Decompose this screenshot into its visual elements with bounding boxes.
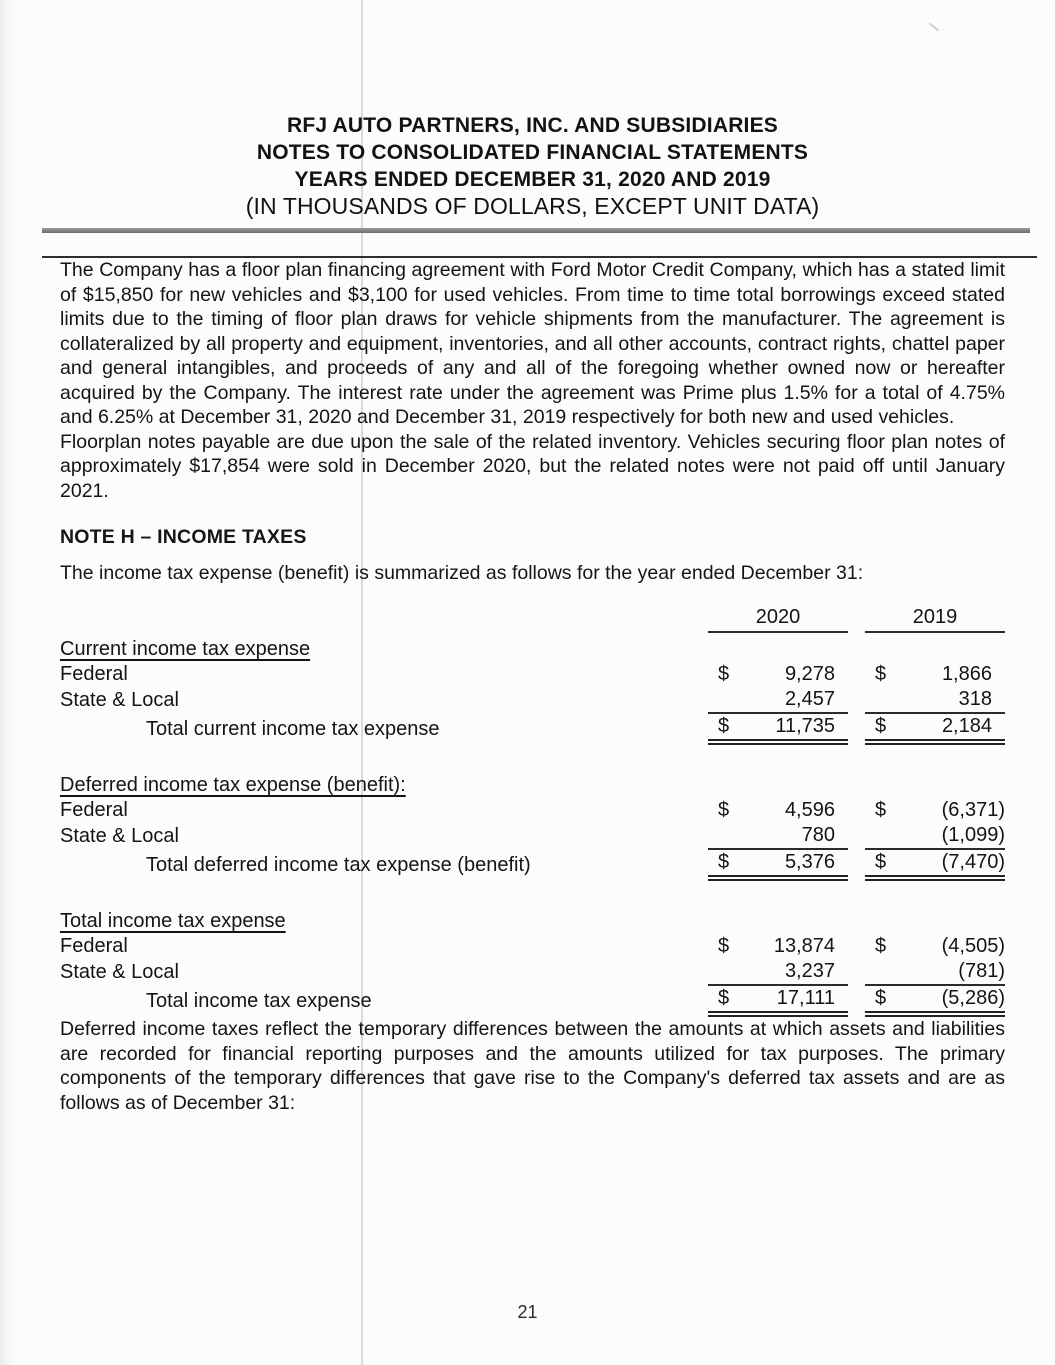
amount-cell-2020 <box>708 985 848 1014</box>
amount-value: 5,376 <box>784 851 835 873</box>
dollar-sign: $ <box>718 935 730 957</box>
dollar-sign: $ <box>718 987 730 1009</box>
amount-cell-2020 <box>708 959 848 985</box>
section-heading-total: Total income tax expense <box>60 910 286 932</box>
year-header-2019: 2019 <box>865 599 1005 632</box>
amount-value: 2,457 <box>784 688 835 710</box>
dollar-sign: $ <box>875 799 887 821</box>
amount-value: 11,735 <box>775 715 835 737</box>
page-number: 21 <box>517 1302 538 1322</box>
amount-cell-2020 <box>708 713 848 742</box>
table-row <box>60 823 1005 849</box>
amount-cell-2019 <box>865 823 1005 849</box>
amount-value: (1,099) <box>941 824 1005 846</box>
dollar-sign: $ <box>875 935 887 957</box>
row-label: Federal <box>60 799 128 821</box>
amount-cell-2019 <box>865 798 1005 823</box>
section-heading-deferred: Deferred income tax expense (benefit): <box>60 774 406 796</box>
amount-cell-2019 <box>865 662 1005 687</box>
dollar-sign: $ <box>875 715 887 737</box>
amount-cell-2020 <box>708 687 848 713</box>
section-heading-row <box>60 632 1005 662</box>
amount-value: (781) <box>958 960 1005 982</box>
dollar-sign: $ <box>875 851 887 873</box>
income-tax-table <box>60 599 1005 1017</box>
year-header-2020: 2020 <box>708 599 848 632</box>
dollar-sign: $ <box>718 715 730 737</box>
amount-cell-2020 <box>708 934 848 959</box>
row-label: Total current income tax expense <box>146 718 440 740</box>
section-heading-row <box>60 904 1005 934</box>
dollar-sign: $ <box>875 987 887 1009</box>
year-header-row <box>60 599 1005 632</box>
table-row <box>60 687 1005 713</box>
note-h-heading: NOTE H – INCOME TAXES <box>60 526 307 548</box>
amount-value: 2,184 <box>941 715 992 737</box>
amount-cell-2019 <box>865 713 1005 742</box>
amount-value: (6,371) <box>941 799 1005 821</box>
section-heading-current: Current income tax expense <box>60 638 311 660</box>
paragraph-floorplan-notes: Floorplan notes payable are due upon the sale of the related inventory. Vehicles securing floor plan notes of approximately $17,854 were sold in December 2020, but the related notes were not paid off until January 2021. <box>60 430 1005 502</box>
amount-cell-2020 <box>708 662 848 687</box>
amount-cell-2020 <box>708 798 848 823</box>
amount-value: (4,505) <box>941 935 1005 957</box>
row-label: State & Local <box>60 825 179 847</box>
amount-cell-2019 <box>865 959 1005 985</box>
amount-cell-2019 <box>865 849 1005 878</box>
table-total-row <box>60 849 1005 878</box>
dollar-sign: $ <box>718 799 730 821</box>
header-statement-title: NOTES TO CONSOLIDATED FINANCIAL STATEMENTS <box>256 141 809 164</box>
dollar-sign: $ <box>718 851 730 873</box>
table-row <box>60 798 1005 823</box>
header-units: (IN THOUSANDS OF DOLLARS, EXCEPT UNIT DATA) <box>245 193 820 219</box>
amount-value: 17,111 <box>776 987 835 1009</box>
amount-cell-2020 <box>708 823 848 849</box>
amount-cell-2020 <box>708 849 848 878</box>
header-period: YEARS ENDED DECEMBER 31, 2020 AND 2019 <box>294 168 771 191</box>
amount-cell-2019 <box>865 934 1005 959</box>
amount-value: 780 <box>801 824 835 846</box>
dollar-sign: $ <box>718 663 730 685</box>
document-header <box>60 112 1005 220</box>
amount-value: (7,470) <box>941 851 1005 873</box>
divider-thick <box>42 228 1030 233</box>
row-label: Total income tax expense <box>146 990 372 1012</box>
row-label: State & Local <box>60 689 179 711</box>
amount-value: 1,866 <box>941 663 992 685</box>
dollar-sign: $ <box>875 663 887 685</box>
amount-value: 9,278 <box>784 663 835 685</box>
amount-cell-2019 <box>865 687 1005 713</box>
amount-value: 13,874 <box>773 935 835 957</box>
spacer-row <box>60 742 1005 768</box>
spacer-row <box>60 878 1005 904</box>
row-label: Federal <box>60 935 128 957</box>
amount-value: (5,286) <box>941 987 1005 1009</box>
amount-value: 318 <box>958 688 992 710</box>
header-company-name: RFJ AUTO PARTNERS, INC. AND SUBSIDIARIES <box>286 114 779 137</box>
table-row <box>60 662 1005 687</box>
amount-value: 3,237 <box>784 960 835 982</box>
table-total-row <box>60 713 1005 742</box>
paragraph-deferred-taxes: Deferred income taxes reflect the temporary differences between the amounts at which assets and liabilities are recorded for financial reporting purposes and the amounts utilized for tax purposes. The primary components of the temporary differences that gave rise to the Company's deferred tax assets and are as follows as of December 31: <box>60 1018 1005 1114</box>
paragraph-floor-plan: The Company has a floor plan financing agreement with Ford Motor Credit Company, which has a stated limit of $15,850 for new vehicles and $3,100 for used vehicles. From time to time total borrowings exceed stated limits due to the timing of floor plan draws for vehicle shipments from the manufacturer. The agreement is collateralized by all property and equipment, inventories, and all other accounts, contract rights, chattel paper and general intangibles, and proceeds of any and all of the foregoing whether owned now or hereafter acquired by the Company. The interest rate under the agreement was Prime plus 1.5% for a total of 4.75% and 6.25% at December 31, 2020 and December 31, 2019 respectively for both new and used vehicles. <box>60 259 1005 428</box>
table-total-row <box>60 985 1005 1014</box>
table-intro-text: The income tax expense (benefit) is summarized as follows for the year ended December 31: <box>60 562 864 584</box>
table-row <box>60 959 1005 985</box>
row-label: State & Local <box>60 961 179 983</box>
table-row <box>60 934 1005 959</box>
amount-value: 4,596 <box>784 799 835 821</box>
row-label: Total deferred income tax expense (benefit) <box>146 854 531 876</box>
row-label: Federal <box>60 663 128 685</box>
amount-cell-2019 <box>865 985 1005 1014</box>
section-heading-row <box>60 768 1005 798</box>
